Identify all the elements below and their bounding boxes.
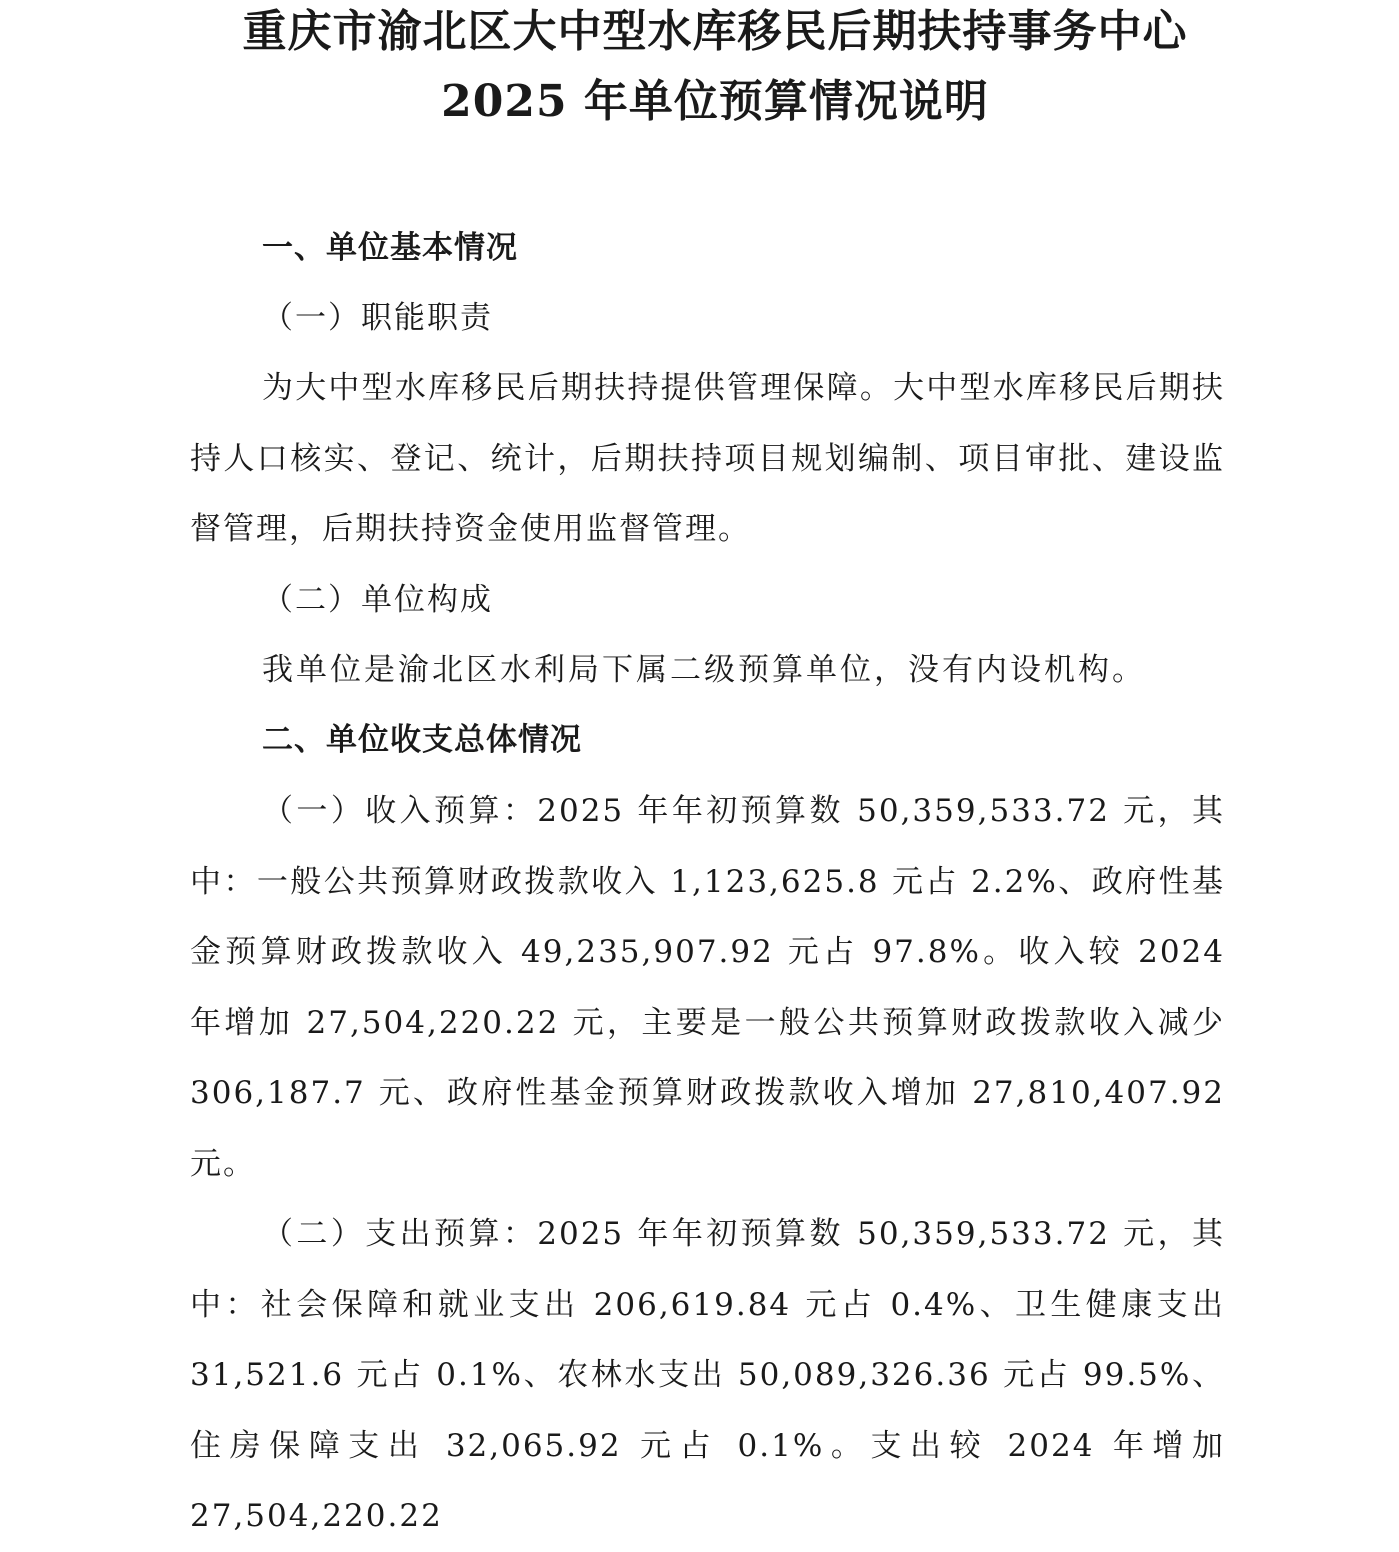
- income-budget-paragraph: （一）收入预算：2025 年年初预算数 50,359,533.72 元，其中：一般公共预算财政拨款收入 1,123,625.8 元占 2.2%、政府性基金预算财政拨款收入 49,235,907.92 元占 97.8%。收入较 2024 年增加 27,504,220.22 元，主要是一般公共预算财政拨款收入减少 306,187.7 元、政府性基金预算财政拨款收入增加 27,810,407.92 元。: [190, 793, 1225, 1182]
- section-1-sub-1-heading: （一）职能职责: [262, 300, 493, 336]
- section-1-sub-2-paragraph: 我单位是渝北区水利局下属二级预算单位，没有内设机构。: [262, 652, 1146, 688]
- expense-budget-paragraph: （二）支出预算：2025 年年初预算数 50,359,533.72 元，其中：社会保障和就业支出 206,619.84 元占 0.4%、卫生健康支出 31,521.6 元占 0.1%、农林水支出 50,089,326.36 元占 99.5%、住房保障支出 32,065.92 元占 0.1%。支出较 2024 年增加 27,504,220.22: [190, 1216, 1225, 1534]
- section-1-sub-2-heading: （二）单位构成: [262, 582, 493, 618]
- document-title-line-1: 重庆市渝北区大中型水库移民后期扶持事务中心: [242, 6, 1188, 57]
- section-2-heading: 二、单位收支总体情况: [262, 722, 582, 758]
- document-title-line-2: 2025 年单位预算情况说明: [441, 76, 989, 127]
- section-1-sub-1-paragraph: 为大中型水库移民后期扶持提供管理保障。大中型水库移民后期扶持人口核实、登记、统计，后期扶持项目规划编制、项目审批、建设监督管理，后期扶持资金使用监督管理。: [190, 370, 1225, 547]
- section-1-heading: 一、单位基本情况: [262, 230, 518, 266]
